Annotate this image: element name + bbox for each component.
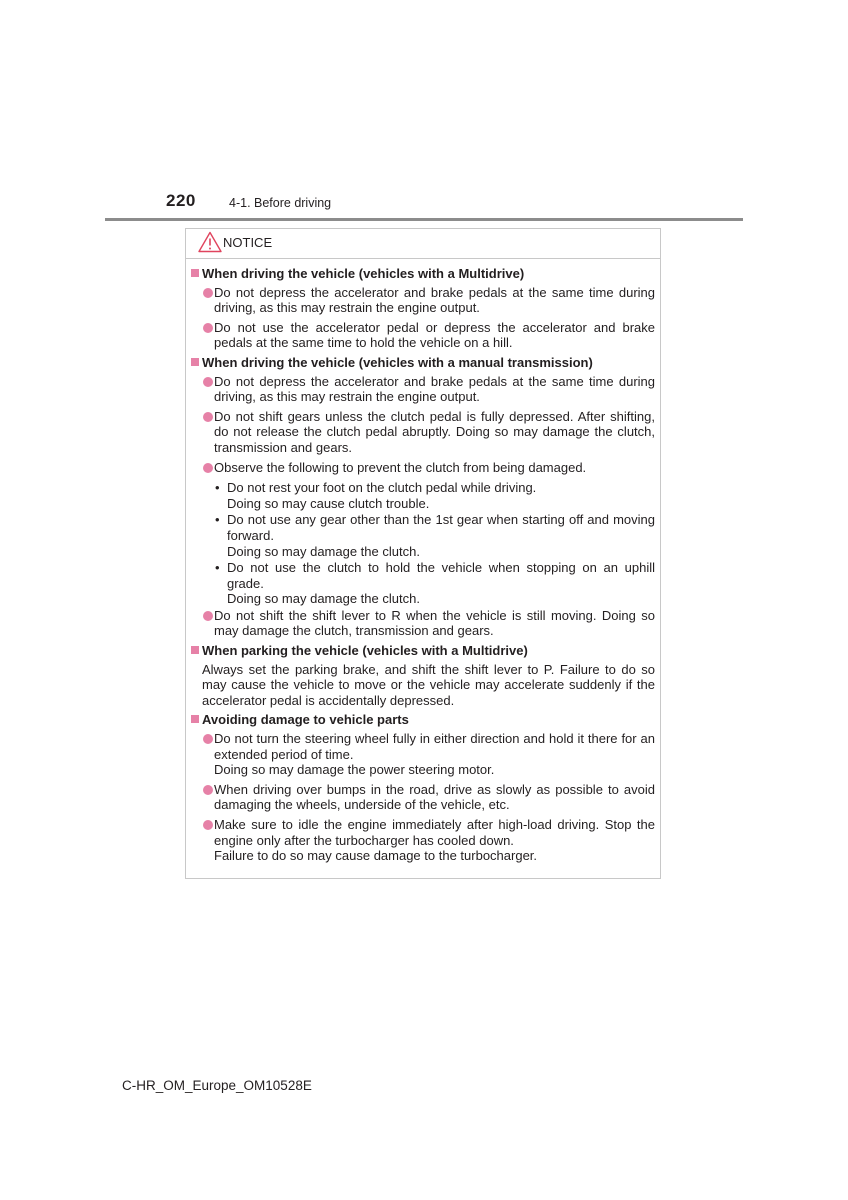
circle-bullet-icon [203,611,213,621]
list-item: Do not depress the accelerator and brake pedals at the same time during driving, as this may restrain the engine output. [190,285,655,316]
section-heading: When driving the vehicle (vehicles with a manual transmission) [190,355,655,371]
list-item: Do not shift gears unless the clutch pedal is fully depressed. After shifting, do not release the clutch pedal abruptly. Doing so may damage the clutch, transmission and gears. [190,409,655,456]
list-item: Observe the following to prevent the clutch from being damaged. [190,460,655,476]
list-item: Make sure to idle the engine immediately after high-load driving. Stop the engine only after the turbocharger has cooled down. Failure to do so may cause damage to the turbocharger. [190,817,655,864]
notice-box [185,228,661,879]
warning-triangle-icon [198,231,222,253]
page-header [105,190,743,221]
notice-header [186,229,660,259]
circle-bullet-icon [203,820,213,830]
circle-bullet-icon [203,785,213,795]
circle-bullet-icon [203,288,213,298]
sub-bullet-marker: • [215,512,220,528]
square-bullet-icon [191,646,199,654]
section-title: 4-1. Before driving [229,196,332,210]
list-item: Do not shift the shift lever to R when the vehicle is still moving. Doing so may damage the clutch, transmission and gears. [190,608,655,639]
sub-list-item: • Do not use the clutch to hold the vehicle when stopping on an uphill grade. Doing so may damage the clutch. [215,560,655,607]
circle-bullet-icon [203,323,213,333]
paragraph: Always set the parking brake, and shift the shift lever to P. Failure to do so may cause the vehicle to move or the vehicle may accelerate suddenly if the accelerator pedal is accidentally depressed. [202,661,655,708]
sub-bullet-marker: • [215,560,220,576]
circle-bullet-icon [203,734,213,744]
section-heading: Avoiding damage to vehicle parts [190,712,655,728]
sub-bullet-marker: • [215,480,220,496]
page-number: 220 [166,191,196,210]
list-item: Do not use the accelerator pedal or depress the accelerator and brake pedals at the same time to hold the vehicle on a hill. [190,320,655,351]
section-heading: When driving the vehicle (vehicles with a Multidrive) [190,266,655,282]
circle-bullet-icon [203,377,213,387]
square-bullet-icon [191,715,199,723]
list-item: Do not turn the steering wheel fully in either direction and hold it there for an extended period of time. Doing so may damage the power steering motor. [190,731,655,778]
document-code: C-HR_OM_Europe_OM10528E [122,1078,312,1093]
notice-title: NOTICE [223,235,273,250]
circle-bullet-icon [203,463,213,473]
list-item: Do not depress the accelerator and brake pedals at the same time during driving, as this may restrain the engine output. [190,374,655,405]
notice-body [186,259,660,864]
square-bullet-icon [191,269,199,277]
square-bullet-icon [191,358,199,366]
sub-list-item: • Do not rest your foot on the clutch pedal while driving. Doing so may cause clutch trouble. [215,480,537,511]
list-item: When driving over bumps in the road, drive as slowly as possible to avoid damaging the wheels, underside of the vehicle, etc. [190,782,655,813]
section-heading: When parking the vehicle (vehicles with a Multidrive) [190,643,655,659]
circle-bullet-icon [203,412,213,422]
sub-list-item: • Do not use any gear other than the 1st gear when starting off and moving forward. Doing so may damage the clutch. [215,512,655,559]
